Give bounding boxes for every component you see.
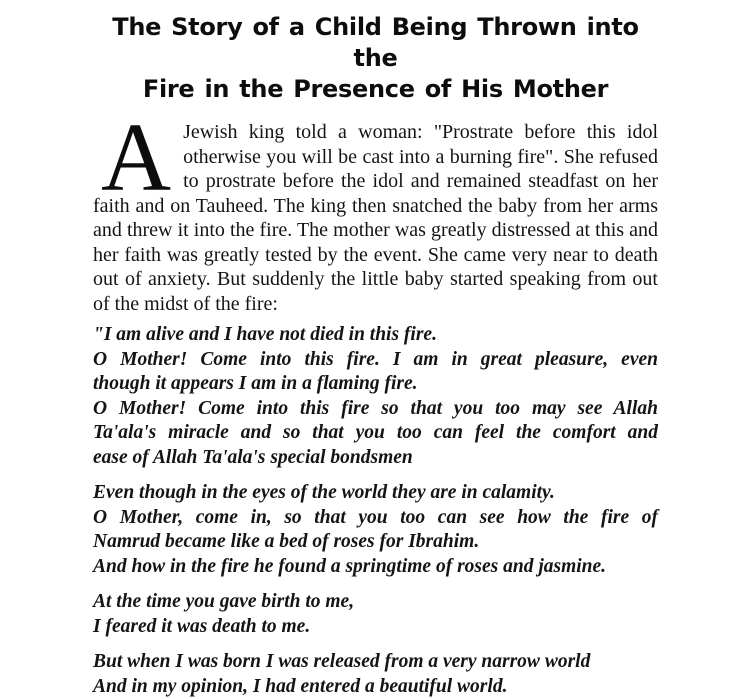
quote-block [93, 590, 658, 639]
page-title [93, 12, 658, 105]
quote-block [93, 481, 658, 579]
verse-line: But when I was born I was released from a very narrow world [93, 650, 658, 675]
drop-cap: A [101, 123, 171, 192]
verse-line: And in my opinion, I had entered a beautiful world. [93, 675, 658, 699]
verse-line: And how in the fire he found a springtime of roses and jasmine. [93, 555, 658, 580]
intro-paragraph [93, 120, 658, 316]
quote-block [93, 323, 658, 470]
verse-line: O Mother, come in, so that you too can see how the fire of [93, 506, 658, 531]
page-title-line-1: The Story of a Child Being Thrown into the [93, 12, 658, 74]
quote-block [93, 650, 658, 699]
quote-section [93, 323, 658, 699]
verse-line: Namrud became like a bed of roses for Ibrahim. [93, 530, 658, 555]
intro-paragraph-text: Jewish king told a woman: "Prostrate before this idol otherwise you will be cast into a burning fire". She refused to prostrate before the idol and remained steadfast on her faith and on Tauheed. The king then snatched the baby from her arms and threw it into the fire. The mother was greatly distressed at this and her faith was greatly tested by the event. She came very near to death out of anxiety. But suddenly the little baby started speaking from out of the midst of the fire: [93, 121, 658, 315]
page-title-line-2: Fire in the Presence of His Mother [93, 74, 658, 105]
verse-line: Ta'ala's miracle and so that you too can feel the comfort and [93, 421, 658, 446]
verse-line: Even though in the eyes of the world they are in calamity. [93, 481, 658, 506]
verse-line: though it appears I am in a flaming fire. [93, 372, 658, 397]
verse-line: ease of Allah Ta'ala's special bondsmen [93, 446, 658, 471]
verse-line: O Mother! Come into this fire. I am in great pleasure, even [93, 348, 658, 373]
verse-line: O Mother! Come into this fire so that you too may see Allah [93, 397, 658, 422]
verse-line: "I am alive and I have not died in this fire. [93, 323, 658, 348]
verse-line: At the time you gave birth to me, [93, 590, 658, 615]
verse-line: I feared it was death to me. [93, 615, 658, 640]
